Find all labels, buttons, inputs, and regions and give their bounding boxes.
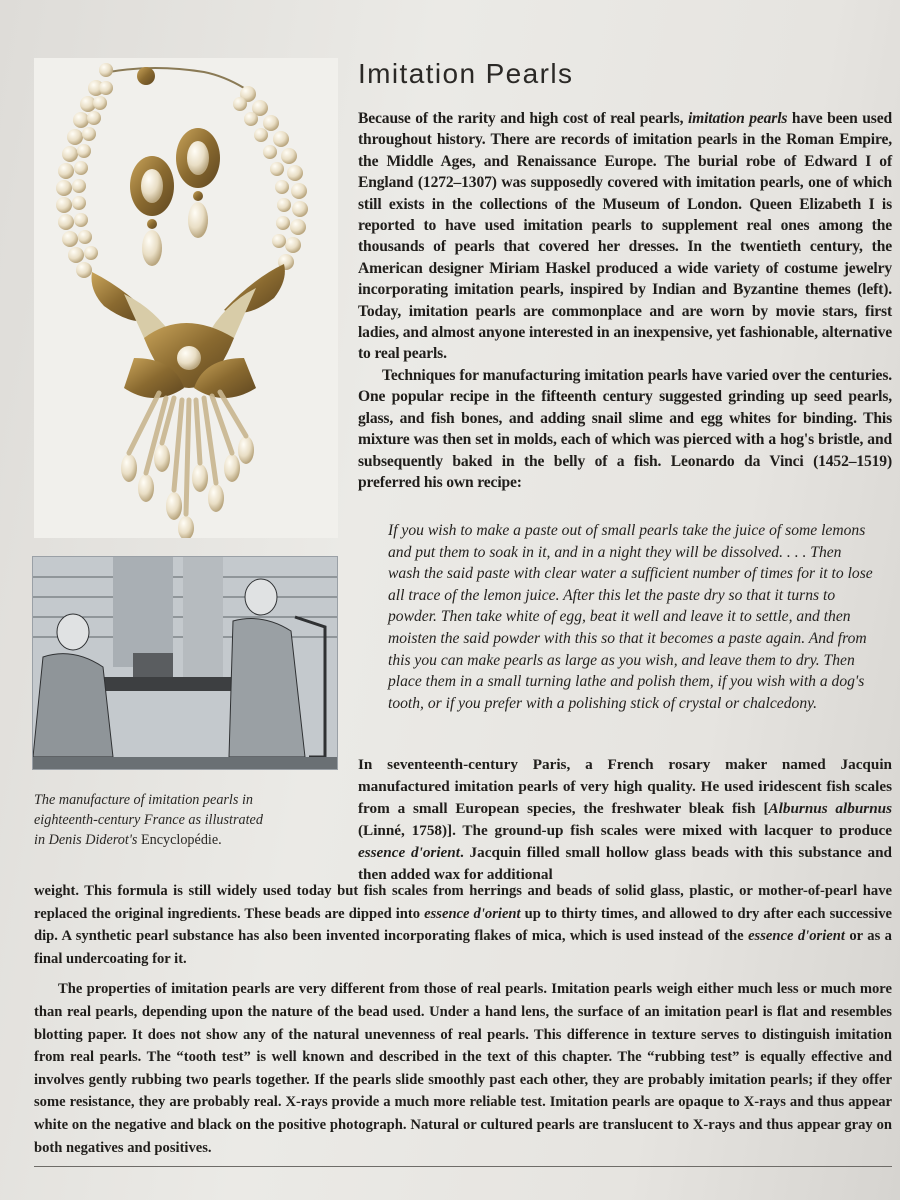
engraving-illustration	[33, 557, 337, 769]
diderot-engraving	[32, 556, 338, 770]
caption-line	[34, 830, 334, 850]
emphasis: essence d'orient	[358, 844, 460, 861]
text-run: In seventeenth-century Paris, a French rosary maker named Jacquin manufactured imitation pearls of very high quality. He used iridescent fish scales from a small European species, the freshwater bleak fish [	[358, 756, 892, 817]
text-run: or as a final undercoating for it.	[34, 928, 892, 967]
earring-left	[130, 156, 174, 266]
text-run: Because of the rarity and high cost of real pearls,	[358, 110, 688, 127]
necklace-photo	[34, 58, 338, 538]
full-width-text	[34, 880, 892, 1159]
text-run: (Linné, 1758)]. The ground-up fish scales were mixed with lacquer to produce	[358, 822, 892, 839]
leonardo-quote	[388, 520, 874, 714]
paragraph-3-start	[358, 754, 892, 886]
figure-caption	[34, 790, 334, 850]
caption-text: in Denis Diderot's	[34, 832, 141, 848]
caption-work-title: Encyclopédie.	[140, 832, 222, 848]
quote-text: If you wish to make a paste out of small pearls take the juice of some lemons and put them to soak in it, and in a night they will be dissolved. . . . Then wash the said paste with clear water a sufficient number of times for it to lose all trace of the lemon juice. After this let the paste dry so that it turns to powder. Then take white of egg, beat it well and leave it to settle, and then moisten the said powder with this so that it becomes a paste again. And from this you can make pearls as large as you wish, and leave them to dry. Then place them in a small turning lathe and polish them, if you wish with a dog's tooth, or if you prefer with a polishing stick of crystal or chalcedony.	[388, 522, 873, 712]
text-run: . Jacquin filled small hollow glass beads with this substance and then added wax for additional	[358, 844, 892, 883]
caption-line: The manufacture of imitation pearls in	[34, 792, 253, 808]
text-run: have been used throughout history. There are records of imitation pearls in the Roman Empire, the Middle Ages, and Renaissance Europe. The burial robe of Edward I of England (1272–1307) was supposedly covered with imitation pearls, one of which still exists in the collections of the Museum of London. Queen Elizabeth I is reported to have used imitation pearls to supplement real ones among the thousands of pearls that covered her dresses. In the twentieth century, the American designer Miriam Haskel produced a wide variety of costume jewelry incorporating imitation pearls, inspired by Indian and Byzantine themes (left). Today, imitation pearls are commonplace and are worn by movie stars, first ladies, and almost anyone interested in an inexpensive, yet fashionable, alternative to real pearls.	[358, 110, 893, 363]
paragraph-4: The properties of imitation pearls are very different from those of real pearls. Imitation pearls weigh either much less or much more than real pearls, depending upon the nature of the bead used. Under a hand lens, the surface of an imitation pearl is flat and resembles blotting paper. It does not show any of the natural unevenness of real pearls. This difference in texture serves to distinguish imitation from real pearls. The “tooth test” is well known and described in the text of this chapter. The “rubbing test” is equally effective and involves gently rubbing two pearls together. If the pearls slide smoothly past each other, they are probably imitation pearls; if they offer some resistance, they are probably real. X-rays provide a much more reliable test. Imitation pearls are opaque to X-rays and thus appear white on the negative and black on the positive photograph. Natural or cultured pearls are translucent to X-rays and thus appear gray on both negatives and positives.	[34, 981, 892, 1156]
emphasis: essence d'orient	[748, 928, 845, 945]
text-run: weight. This formula is still widely used today but fish scales from herrings and beads of solid glass, plastic, or mother-of-pearl have replaced the original ingredients. These beads are dipped into	[34, 883, 892, 922]
bottom-rule	[34, 1166, 892, 1167]
text-run: up to thirty times, and allowed to dry after each successive dip. A synthetic pearl substance has also been invented incorporating flakes of mica, which is used instead of the	[34, 905, 892, 945]
earring-right	[176, 128, 220, 238]
paragraph-2: Techniques for manufacturing imitation pearls have varied over the centuries. One popular recipe in the fifteenth century suggested grinding up seed pearls, glass, and fish bones, and adding snail slime and egg whites for binding. This mixture was then set in molds, each of which was pierced with a hog's bristle, and subsequently baked in the belly of a fish. Leonardo da Vinci (1452–1519) preferred his own recipe:	[358, 366, 892, 491]
paragraph-3-continued	[34, 880, 892, 970]
emphasis: imitation pearls	[687, 110, 788, 127]
paragraph-3	[358, 754, 892, 886]
necklace-illustration	[34, 58, 338, 538]
caption-line: eighteenth-century France as illustrated	[34, 812, 263, 828]
paragraph-1	[358, 108, 892, 365]
emphasis: Alburnus alburnus	[768, 800, 893, 817]
right-column-text	[358, 108, 892, 493]
emphasis: essence d'orient	[424, 905, 521, 922]
page-title: Imitation Pearls	[358, 58, 574, 89]
